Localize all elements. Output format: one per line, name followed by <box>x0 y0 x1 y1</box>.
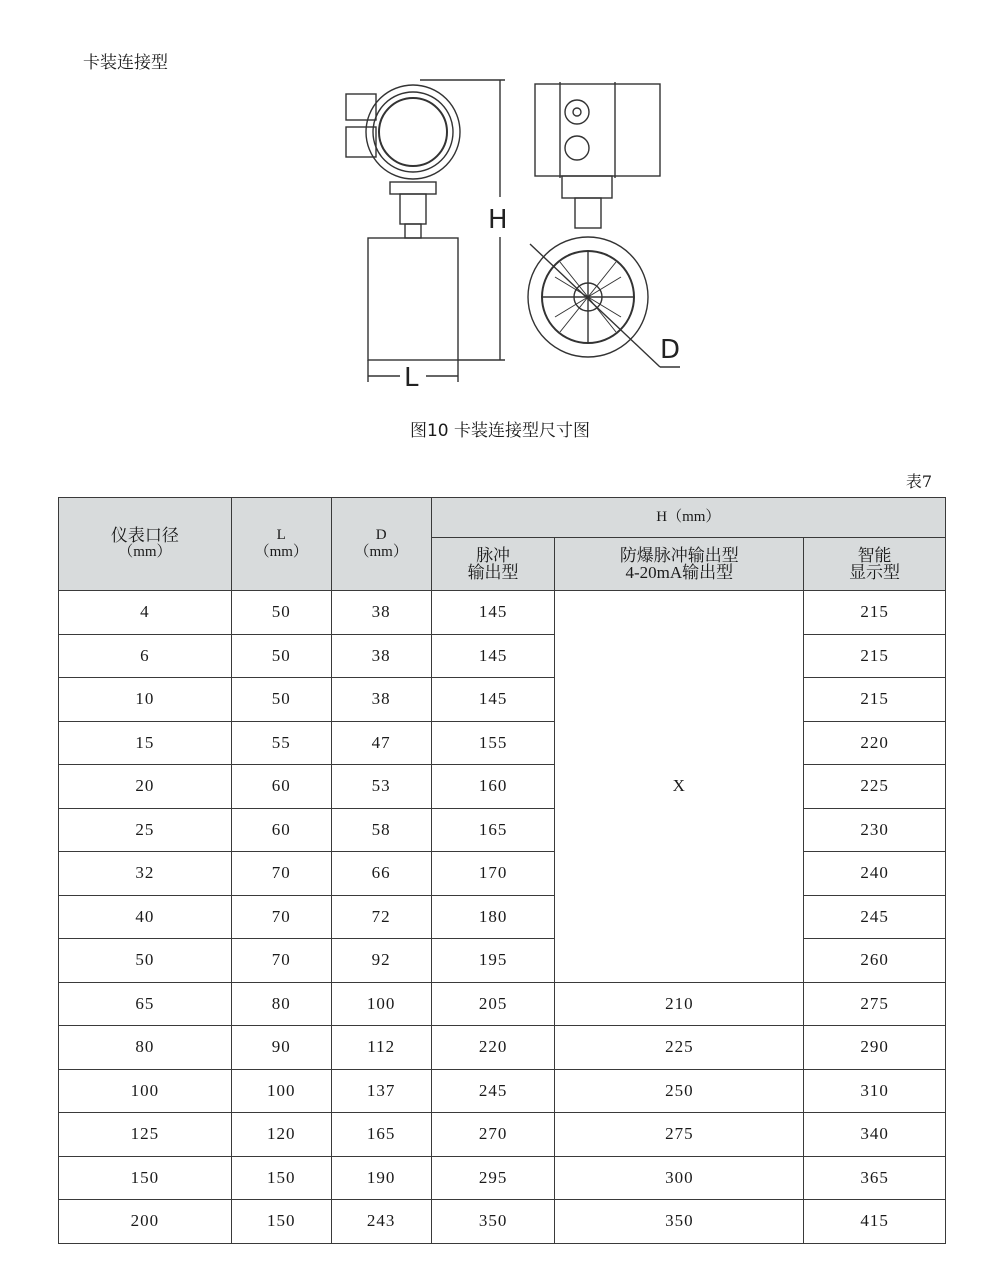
cell-length: 55 <box>231 721 331 765</box>
table-row <box>59 1069 946 1113</box>
table-label: 表7 <box>905 472 932 491</box>
header-d-label: D <box>375 527 387 543</box>
cell-d: 72 <box>331 895 431 939</box>
cell-pulse: 155 <box>431 721 555 765</box>
cell-smart: 230 <box>804 808 946 852</box>
table-row <box>59 765 946 809</box>
header-explosion <box>555 538 804 591</box>
cell-diameter: 20 <box>59 765 232 809</box>
cell-explosion: 250 <box>555 1069 804 1113</box>
cell-d: 100 <box>331 982 431 1026</box>
cell-smart: 290 <box>804 1026 946 1070</box>
cell-length: 150 <box>231 1156 331 1200</box>
cell-pulse: 170 <box>431 852 555 896</box>
header-pulse <box>431 538 555 591</box>
dimension-table <box>58 497 946 1244</box>
flowmeter-drawing-icon <box>330 72 700 402</box>
table-row <box>59 808 946 852</box>
cell-length: 60 <box>231 765 331 809</box>
cell-smart: 225 <box>804 765 946 809</box>
header-explosion-line2: 4-20mA输出型 <box>625 563 734 582</box>
cell-diameter: 80 <box>59 1026 232 1070</box>
cell-d: 58 <box>331 808 431 852</box>
table-row <box>59 852 946 896</box>
cell-smart: 340 <box>804 1113 946 1157</box>
cell-diameter: 4 <box>59 591 232 635</box>
cell-length: 50 <box>231 678 331 722</box>
header-smart-line2: 显示型 <box>849 563 901 582</box>
cell-d: 243 <box>331 1200 431 1244</box>
section-title: 卡装连接型 <box>83 53 168 73</box>
cell-smart: 310 <box>804 1069 946 1113</box>
table-row <box>59 895 946 939</box>
cell-diameter: 150 <box>59 1156 232 1200</box>
cell-pulse: 270 <box>431 1113 555 1157</box>
cell-diameter: 200 <box>59 1200 232 1244</box>
cell-smart: 260 <box>804 939 946 983</box>
cell-diameter: 25 <box>59 808 232 852</box>
dimension-drawing <box>330 72 700 402</box>
cell-length: 120 <box>231 1113 331 1157</box>
cell-pulse: 350 <box>431 1200 555 1244</box>
diameter-dim-label: D <box>660 335 681 365</box>
cell-pulse: 295 <box>431 1156 555 1200</box>
cell-length: 150 <box>231 1200 331 1244</box>
cell-pulse: 180 <box>431 895 555 939</box>
cell-length: 60 <box>231 808 331 852</box>
cell-length: 70 <box>231 895 331 939</box>
cell-length: 90 <box>231 1026 331 1070</box>
table-row <box>59 1200 946 1244</box>
cell-diameter: 125 <box>59 1113 232 1157</box>
cell-diameter: 32 <box>59 852 232 896</box>
figure-caption: 图10 卡装连接型尺寸图 <box>409 421 591 441</box>
cell-smart: 215 <box>804 634 946 678</box>
cell-length: 50 <box>231 634 331 678</box>
cell-pulse: 165 <box>431 808 555 852</box>
cell-smart: 365 <box>804 1156 946 1200</box>
cell-diameter: 65 <box>59 982 232 1026</box>
cell-diameter: 6 <box>59 634 232 678</box>
cell-length: 100 <box>231 1069 331 1113</box>
cell-smart: 415 <box>804 1200 946 1244</box>
header-pulse-line1: 脉冲 <box>476 546 511 565</box>
cell-explosion-merged: X <box>555 591 804 983</box>
table-row <box>59 721 946 765</box>
cell-pulse: 245 <box>431 1069 555 1113</box>
table-row <box>59 982 946 1026</box>
cell-smart: 215 <box>804 678 946 722</box>
table-row <box>59 939 946 983</box>
cell-explosion: 225 <box>555 1026 804 1070</box>
header-diameter-label: 仪表口径 <box>110 526 179 545</box>
header-smart-line1: 智能 <box>857 546 892 565</box>
cell-explosion: 275 <box>555 1113 804 1157</box>
cell-d: 66 <box>331 852 431 896</box>
header-length-label: L <box>276 527 286 543</box>
cell-explosion: 350 <box>555 1200 804 1244</box>
header-d-unit: （mm） <box>354 544 408 560</box>
cell-smart: 220 <box>804 721 946 765</box>
table-row <box>59 591 946 635</box>
cell-d: 47 <box>331 721 431 765</box>
cell-pulse: 145 <box>431 678 555 722</box>
table-row <box>59 678 946 722</box>
header-d <box>331 498 431 591</box>
cell-d: 38 <box>331 678 431 722</box>
cell-pulse: 220 <box>431 1026 555 1070</box>
cell-length: 70 <box>231 939 331 983</box>
cell-d: 112 <box>331 1026 431 1070</box>
table-row <box>59 1026 946 1070</box>
cell-smart: 215 <box>804 591 946 635</box>
cell-diameter: 10 <box>59 678 232 722</box>
cell-pulse: 145 <box>431 591 555 635</box>
cell-explosion: 300 <box>555 1156 804 1200</box>
cell-d: 137 <box>331 1069 431 1113</box>
cell-d: 38 <box>331 634 431 678</box>
header-explosion-line1: 防爆脉冲输出型 <box>619 546 739 565</box>
length-dim-label: L <box>404 363 419 393</box>
cell-d: 92 <box>331 939 431 983</box>
cell-d: 53 <box>331 765 431 809</box>
cell-pulse: 160 <box>431 765 555 809</box>
header-smart <box>804 538 946 591</box>
header-pulse-line2: 输出型 <box>467 563 519 582</box>
cell-pulse: 205 <box>431 982 555 1026</box>
cell-length: 70 <box>231 852 331 896</box>
cell-explosion: 210 <box>555 982 804 1026</box>
cell-length: 50 <box>231 591 331 635</box>
cell-d: 190 <box>331 1156 431 1200</box>
cell-diameter: 50 <box>59 939 232 983</box>
header-diameter-unit: （mm） <box>118 544 172 560</box>
header-length <box>231 498 331 591</box>
table-row <box>59 1156 946 1200</box>
table-row <box>59 1113 946 1157</box>
header-length-unit: （mm） <box>254 544 308 560</box>
cell-length: 80 <box>231 982 331 1026</box>
cell-pulse: 195 <box>431 939 555 983</box>
header-h-group: H（mm） <box>431 498 945 538</box>
cell-diameter: 15 <box>59 721 232 765</box>
cell-diameter: 100 <box>59 1069 232 1113</box>
cell-diameter: 40 <box>59 895 232 939</box>
cell-smart: 240 <box>804 852 946 896</box>
table-row <box>59 634 946 678</box>
cell-d: 165 <box>331 1113 431 1157</box>
cell-smart: 275 <box>804 982 946 1026</box>
cell-d: 38 <box>331 591 431 635</box>
cell-pulse: 145 <box>431 634 555 678</box>
header-diameter <box>59 498 232 591</box>
cell-smart: 245 <box>804 895 946 939</box>
height-dim-label: H <box>488 205 508 235</box>
